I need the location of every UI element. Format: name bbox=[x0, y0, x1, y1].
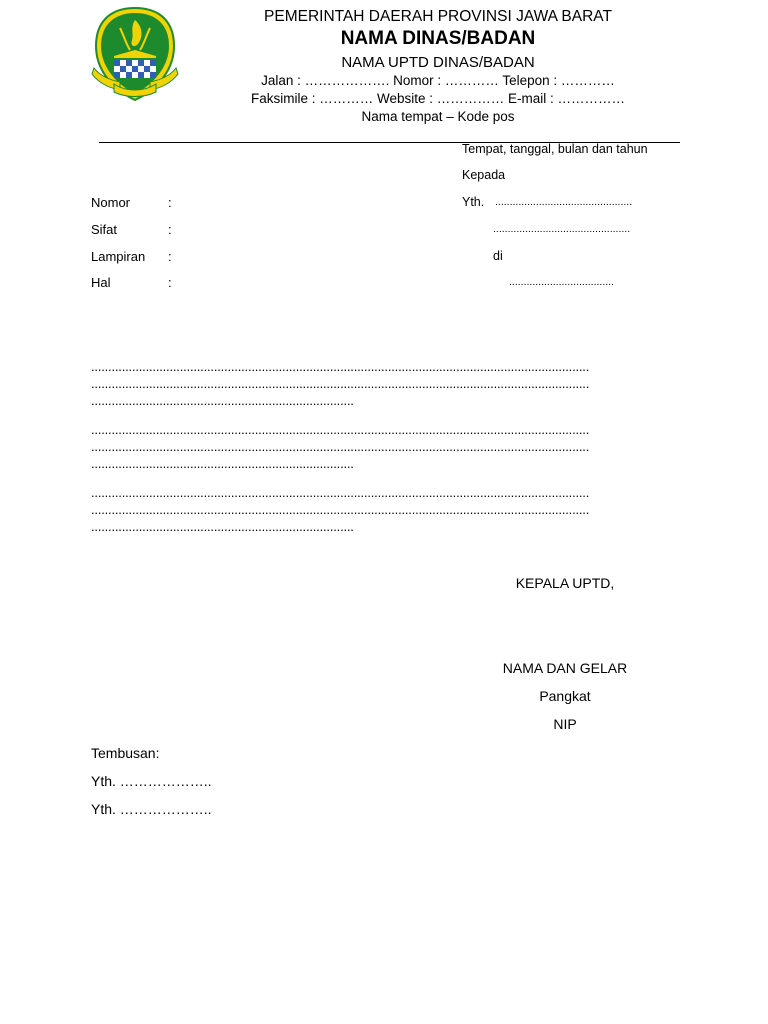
signature-nip: NIP bbox=[553, 716, 577, 732]
body-line: ............................................................................. bbox=[91, 393, 354, 408]
recipient-yth-label: Yth. bbox=[462, 195, 485, 209]
government-heading: PEMERINTAH DAERAH PROVINSI JAWA BARAT bbox=[264, 8, 612, 25]
body-paragraph-1 bbox=[91, 358, 675, 409]
agency-name: NAMA DINAS/BADAN bbox=[340, 28, 536, 49]
signature-name: NAMA DAN GELAR bbox=[502, 660, 628, 676]
cc-item: Yth. ……………….. bbox=[91, 801, 212, 817]
body-line: .................................................................................................................................................. bbox=[91, 359, 590, 374]
meta-label-nomor: Nomor bbox=[91, 195, 131, 210]
body-line: ............................................................................. bbox=[91, 456, 354, 471]
body-line: .................................................................................................................................................. bbox=[91, 422, 590, 437]
recipient-line2-dots: ............................................... bbox=[493, 223, 631, 235]
meta-sep: : bbox=[168, 222, 172, 237]
body-line: .................................................................................................................................................. bbox=[91, 376, 590, 391]
recipient-place-dots: .................................... bbox=[509, 276, 615, 288]
recipient-name-dots: ............................................... bbox=[495, 196, 633, 208]
body-line: .................................................................................................................................................. bbox=[91, 439, 590, 454]
meta-sep: : bbox=[168, 275, 172, 290]
body-paragraph-3 bbox=[91, 484, 675, 535]
recipient-to-label: Kepada bbox=[462, 168, 506, 182]
meta-label-sifat: Sifat bbox=[91, 222, 118, 237]
unit-name: NAMA UPTD DINAS/BADAN bbox=[341, 54, 535, 71]
place-postcode: Nama tempat – Kode pos bbox=[361, 109, 515, 124]
contact-line-2: Faksimile : ………… Website : …………… E-mail : …………… bbox=[250, 91, 626, 106]
recipient-di-label: di bbox=[493, 249, 503, 263]
body-line: .................................................................................................................................................. bbox=[91, 485, 590, 500]
meta-sep: : bbox=[168, 195, 172, 210]
body-paragraph-2 bbox=[91, 421, 675, 472]
date-line: Tempat, tanggal, bulan dan tahun bbox=[462, 142, 648, 156]
cc-item: Yth. ……………….. bbox=[91, 773, 212, 789]
meta-label-hal: Hal bbox=[91, 275, 111, 290]
meta-sep: : bbox=[168, 249, 172, 264]
contact-line-1: Jalan : ………………. Nomor : ………… Telepon : ………… bbox=[261, 73, 615, 88]
meta-label-lampiran: Lampiran bbox=[91, 249, 146, 264]
signature-rank: Pangkat bbox=[539, 688, 591, 704]
signature-title: KEPALA UPTD, bbox=[515, 575, 615, 591]
provincial-emblem-logo bbox=[90, 6, 180, 102]
body-line: ............................................................................. bbox=[91, 519, 354, 534]
emblem-shield-icon bbox=[90, 6, 180, 102]
body-line: .................................................................................................................................................. bbox=[91, 502, 590, 517]
cc-label: Tembusan: bbox=[91, 745, 160, 761]
